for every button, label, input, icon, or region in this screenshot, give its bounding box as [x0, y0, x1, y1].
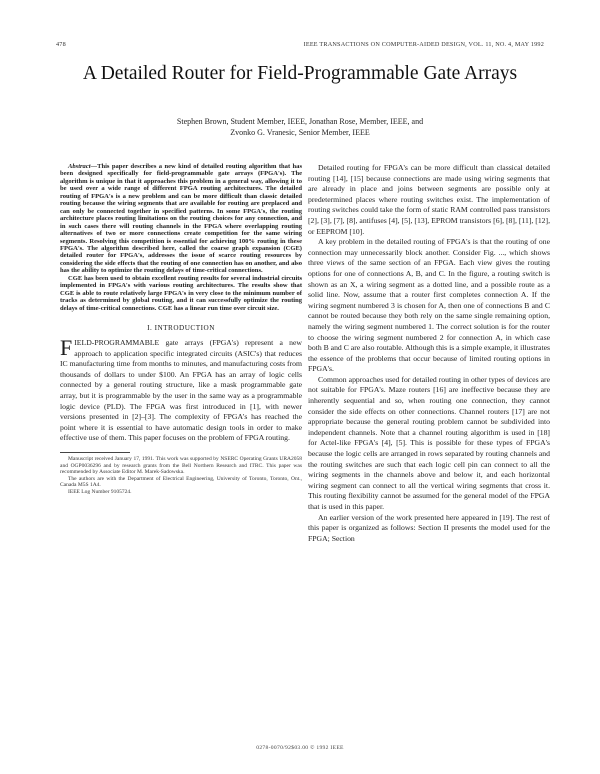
introduction-paragraph — [60, 335, 302, 444]
footnote-affiliation: The authors are with the Department of Electrical Engineering, University of Toronto, Toronto, Ont., Canada M5S 1A4. — [60, 475, 302, 489]
left-column — [60, 163, 302, 496]
paper-title: A Detailed Router for Field-Programmable Gate Arrays — [82, 63, 518, 84]
intro-text: gate arrays (FPGA's) represent a new approach to application specific integrated circuits (ASIC's) that reduces IC manufacturing time from months to minutes, and manufacturing costs from thousands of dollars to under $100. An FPGA has an array of logic cells connected by a general routing structure, like a mask programmable gate array, but it is programmable by the user in the same way as a programmable logic device (PLD). The FPGA was first introduced in [1], with newer versions presented in [2]–[3]. The complexity of FPGA's has reached the point where it is essential to have automatic design tools in order to make effective use of them. This paper focuses on the problem of FPGA routing. — [60, 338, 302, 443]
footnote-log-number: IEEE Log Number 9105724. — [68, 488, 132, 495]
footnote-divider — [60, 452, 130, 453]
abstract-paragraph-2: CGE has been used to obtain excellent routing results for several industrial circuits implemented in FPGA's with various routing architectures. The results show that CGE is able to route relatively large FPGA's in very close to the minimum number of tracks as determined by global routing, and it can successfully optimize the routing delays of time-critical connections. CGE has a linear run time over circuit size. — [60, 274, 302, 312]
abstract — [60, 163, 302, 312]
abstract-label: Abstract— — [68, 163, 98, 170]
footnote-manuscript: Manuscript received January 17, 1991. This work was supported by NSERC Operating Grants URA2058 and OGP0036296 and by research grants from the Bell Northern Research and ITRC. This paper was recommended by Associate Editor M. Marek-Sadowska. — [60, 456, 302, 476]
introduction-body — [60, 335, 302, 444]
paragraph-common-approaches: Common approaches used for detailed routing in other types of devices are not suitable for FPGA's. Maze routers [16] are ineffective because they are inherently sequential and so, when routing one connection, they cannot consider the side effects on other connections. Channel routers [17] are not appropriate because the general routing problem cannot be subdivided into independent channels. Note that a channel routing algorithm is used in [18] for Actel-like FPGA's [4], [5]. This is possible for these types of FPGA's because the logic cells are arranged in rows separated by routing channels and the routing switches are such that each logic cell pin can connect to all the wiring segments in the channels above and below it, and each horizontal wiring segment can connect to all the vertical wiring segments that cross it. This routing flexibility cannot be assumed for the general model of the FPGA that is used in this paper. — [308, 374, 550, 511]
right-column-body — [308, 163, 550, 544]
journal-name: IEEE TRANSACTIONS ON COMPUTER-AIDED DESIGN, VOL. 11, NO. 4, MAY 1992 — [303, 41, 544, 48]
paragraph-detailed-routing: Detailed routing for FPGA's can be more difficult than classical detailed routing [14], [15] because connections are made using wiring segments that are already in place and joins between segments are possible only at predetermined places where routing switches exist. The implementation of routing switches could take the form of static RAM controlled pass transistors [2], [3], [7], [8], antifuses [4], [5], [13], EPROM transistors [6], [8], [11], [12], or EEPROM [10]. — [308, 163, 550, 236]
footnotes — [60, 456, 302, 496]
section-heading-introduction: I. INTRODUCTION — [147, 324, 215, 333]
copyright-line: 0278-0070/92$03.00 © 1992 IEEE — [256, 745, 344, 751]
author-list — [60, 117, 540, 138]
intro-lead-caps: IELD-PROGRAMMABLE — [74, 338, 160, 348]
author-line-2: Zvonko G. Vranesic, Senior Member, IEEE — [230, 127, 370, 137]
right-column — [308, 163, 550, 544]
running-head — [56, 41, 544, 51]
abstract-text-1: This paper describes a new kind of detailed routing algorithm that has been designed specifically for field-programmable gate arrays (FPGA's). The algorithm is unique in that it approaches this problem in a general way, allowing it to be used over a wide range of different FPGA routing architectures. The detailed routing of FPGA's is a new problem and can be more difficult than classic detailed routing because the wiring segments that are available for routing are preplaced and can only be connected together in specified patterns. In some FPGA's, the routing architecture places routing limitations on the routing choices for any connection, and in such cases there will routing channels in the FPGA where overlapping routing alternatives of two or more connections create competition for the same wiring segments. Resolving this competition is essential for achieving 100% routing in these FPGA's. The algorithm described here, called the coarse graph expansion (CGE) detailed router for FPGA's, addresses the issue of scarce routing resources by considering the side effects that the routing of one connection has on another, and also has the ability to optimize the routing delays of time-critical connections. — [60, 163, 302, 275]
author-line-1: Stephen Brown, Student Member, IEEE, Jonathan Rose, Member, IEEE, and — [176, 117, 424, 126]
page-number: 478 — [56, 41, 66, 48]
paragraph-earlier-version: An earlier version of the work presented here appeared in [19]. The rest of this paper is organized as follows: Section II presents the model used for the FPGA; Section — [308, 512, 550, 543]
abstract-paragraph-1 — [60, 163, 302, 275]
paragraph-key-problem: A key problem in the detailed routing of FPGA's is that the routing of one connection may unnecessarily block another. Consider Fig. ..., which shows three views of the same section of an FPGA. Each view gives the routing options for one of connections A, B, and C. In the figure, a routing switch is shown as an X, a wiring segment as a dotted line, and a possible route as a solid line. Now, assume that a router first completes connection A. If the wiring segment numbered 3 is chosen for A, then one of connections B and C cannot be routed because they both rely on the same single remaining option, namely the wiring segment numbered 1. The correct solution is for the router to choose the wiring segment numbered 2 for connection A, in which case both B and C are also routable. Although this is a simple example, it illustrates the essence of the problems that occur because of limited routing options in FPGA's. — [308, 237, 550, 374]
drop-cap: F — [60, 335, 73, 361]
